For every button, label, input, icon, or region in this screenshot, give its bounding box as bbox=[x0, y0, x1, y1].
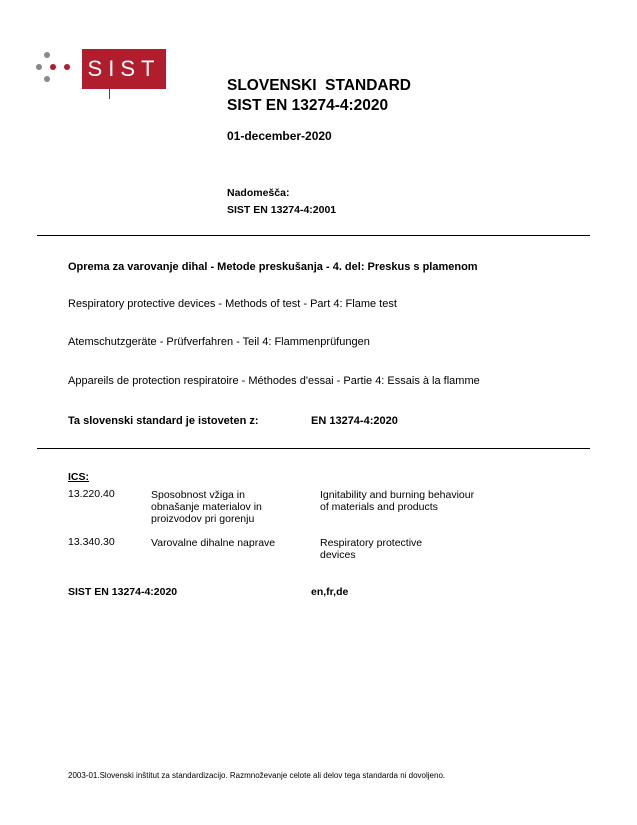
ics-heading: ICS: bbox=[68, 471, 89, 483]
summary-number: SIST EN 13274-4:2020 bbox=[68, 586, 178, 598]
replaces-label: Nadomešča: bbox=[227, 187, 290, 199]
summary-languages: en,fr,de bbox=[311, 586, 349, 598]
ics-code: 13.220.40 bbox=[68, 488, 115, 500]
divider bbox=[37, 448, 590, 449]
logo-dot bbox=[44, 52, 50, 58]
title-de: Atemschutzgeräte - Prüfverfahren - Teil 4: Flammenprüfungen bbox=[68, 336, 370, 348]
logo-dot bbox=[44, 76, 50, 82]
ics-desc-en: Ignitability and burning behaviour of materials and products bbox=[320, 489, 475, 513]
footer-notice: 2003-01.Slovenski inštitut za standardizacijo. Razmnoževanje celote ali delov tega standarda ni dovoljeno. bbox=[68, 771, 446, 780]
title-sl: Oprema za varovanje dihal - Metode preskušanja - 4. del: Preskus s plamenom bbox=[68, 261, 478, 273]
divider bbox=[37, 235, 590, 236]
ics-code: 13.340.30 bbox=[68, 536, 115, 548]
logo-dot bbox=[50, 64, 56, 70]
standard-type: SLOVENSKI STANDARD bbox=[227, 77, 412, 94]
ics-desc-en: Respiratory protective devices bbox=[320, 537, 423, 561]
identical-label: Ta slovenski standard je istoveten z: bbox=[68, 415, 259, 427]
title-en: Respiratory protective devices - Methods of test - Part 4: Flame test bbox=[68, 298, 397, 310]
ics-desc-sl: Varovalne dihalne naprave bbox=[151, 537, 276, 549]
identical-value: EN 13274-4:2020 bbox=[311, 415, 398, 427]
logo-text: SIST bbox=[87, 56, 161, 81]
logo-dot bbox=[36, 64, 42, 70]
logo-dot bbox=[64, 64, 70, 70]
publication-date: 01-december-2020 bbox=[227, 129, 332, 143]
ics-desc-sl: Sposobnost vžiga in obnašanje materialov in proizvodov pri gorenju bbox=[151, 489, 262, 525]
standard-number: SIST EN 13274-4:2020 bbox=[227, 97, 389, 114]
title-fr: Appareils de protection respiratoire - Méthodes d'essai - Partie 4: Essais à la flamme bbox=[68, 375, 480, 387]
replaces-value: SIST EN 13274-4:2001 bbox=[227, 204, 337, 216]
